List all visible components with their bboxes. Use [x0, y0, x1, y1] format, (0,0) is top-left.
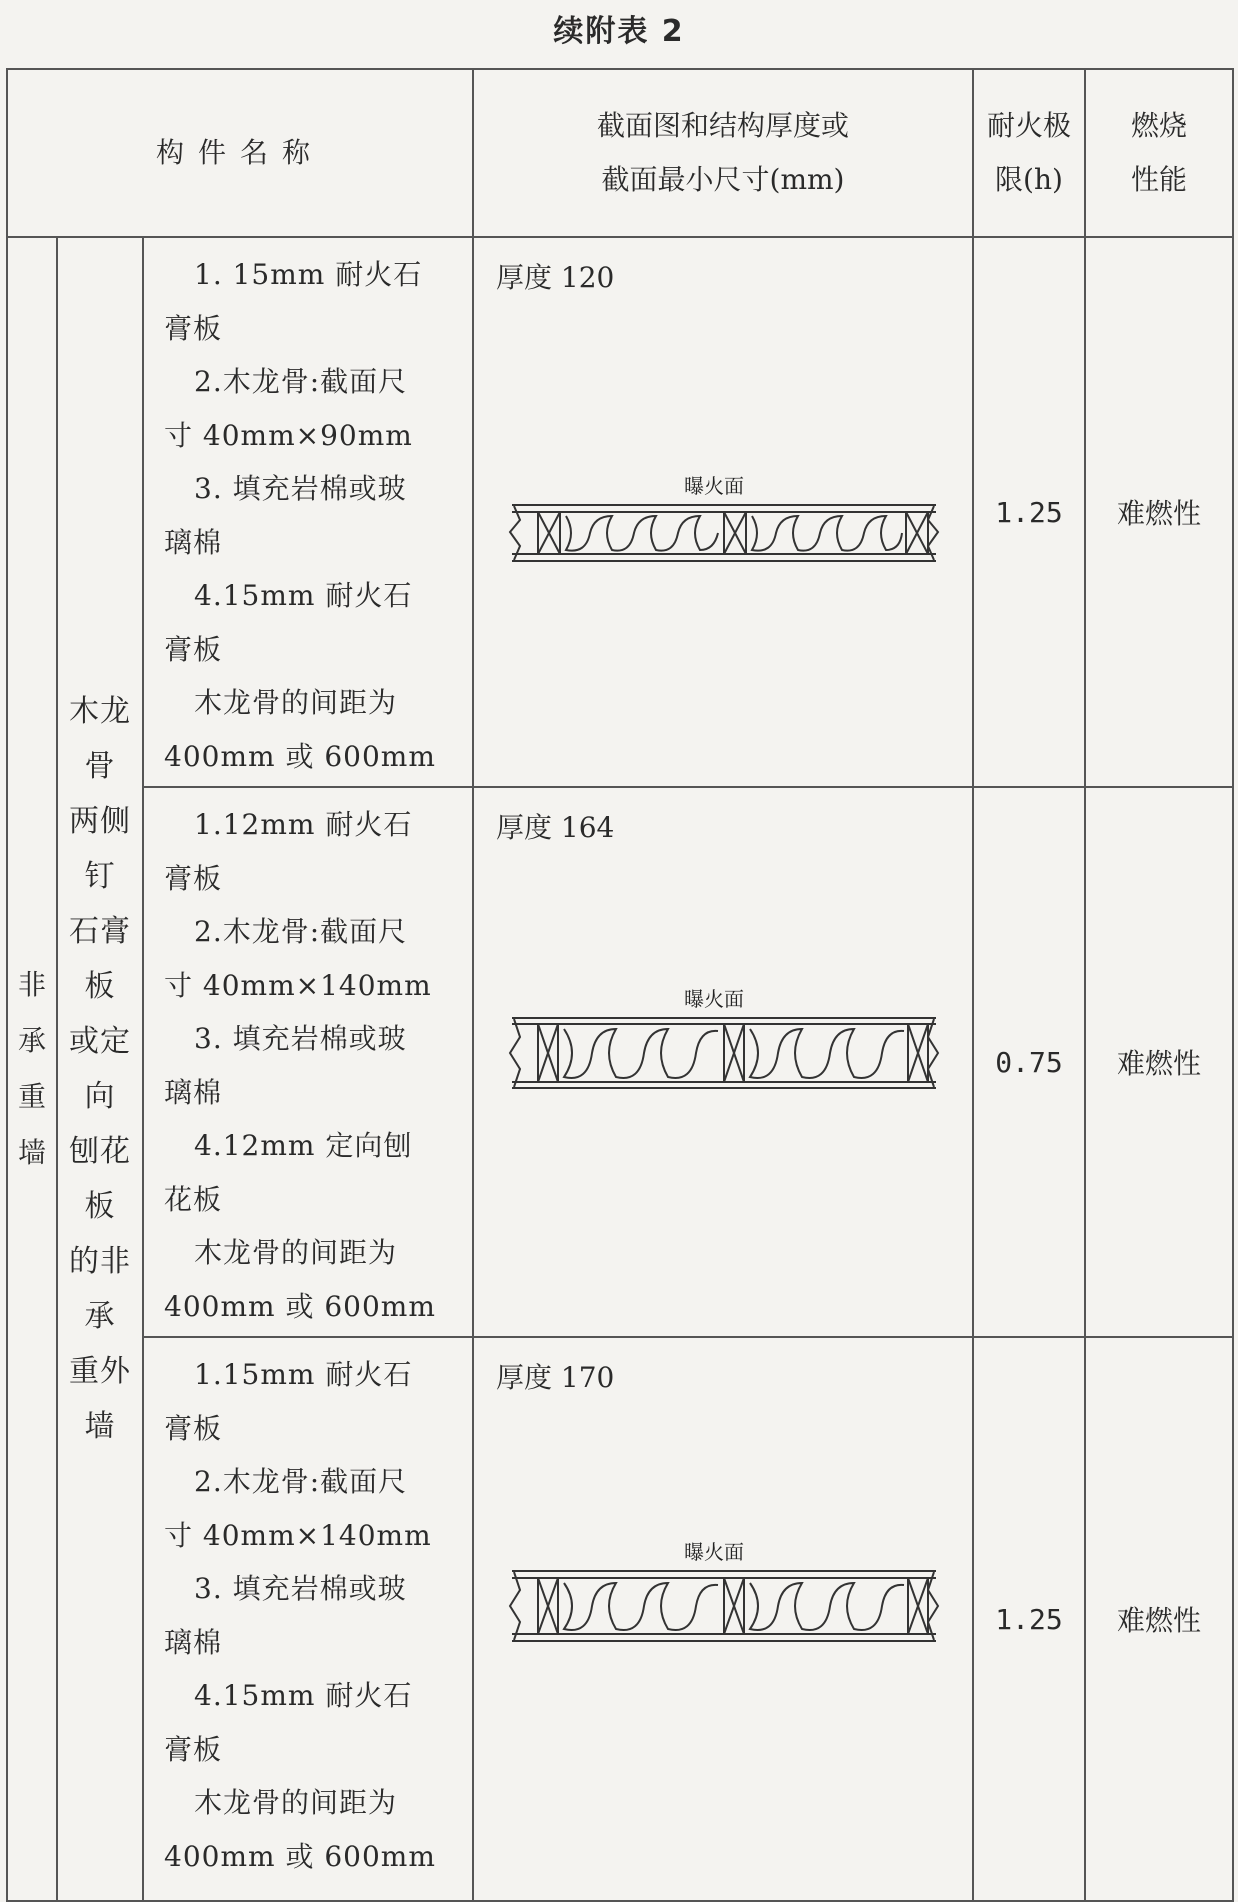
- exposed-face-label: 曝火面: [684, 989, 744, 1011]
- combustibility-rating: 难燃性: [1085, 237, 1233, 787]
- header-row: [7, 69, 1233, 237]
- thickness-label: 厚度 164: [496, 811, 615, 844]
- section-diagram-cell: [473, 237, 973, 787]
- category-wood-stud-exterior-wall: 木龙骨 两侧钉 石膏板 或定向 刨花板 的非承 重外墙: [57, 237, 143, 1901]
- table-row: [7, 1337, 1233, 1901]
- header-component-name: 构件名称: [7, 69, 473, 237]
- section-diagram-cell: [473, 1337, 973, 1901]
- fire-resistance-table: [6, 68, 1234, 1902]
- row-description: 1.15mm 耐火石 膏板 2.木龙骨:截面尺 寸 40mm×140mm 3. 填充岩棉或玻 璃棉 4.15mm 耐火石 膏板 木龙骨的间距为 400mm 或 600mm: [143, 1337, 473, 1901]
- category-non-load-bearing-wall: 非 承 重 墙: [7, 237, 57, 1901]
- exposed-face-label: 曝火面: [684, 1542, 744, 1564]
- section-diagram-cell: [473, 787, 973, 1337]
- fire-resistance-limit: 0.75: [973, 787, 1085, 1337]
- table-title: 续附表 2: [553, 14, 685, 49]
- wall-section-diagram: [504, 983, 944, 1103]
- header-section: 截面图和结构厚度或 截面最小尺寸(mm): [473, 69, 973, 237]
- fire-resistance-limit: 1.25: [973, 1337, 1085, 1901]
- exposed-face-label: 曝火面: [684, 476, 744, 498]
- thickness-label: 厚度 170: [496, 1361, 615, 1394]
- header-combustibility: 燃烧 性能: [1085, 69, 1233, 237]
- wall-section-diagram: [504, 470, 944, 570]
- combustibility-rating: 难燃性: [1085, 1337, 1233, 1901]
- row-description: 1. 15mm 耐火石 膏板 2.木龙骨:截面尺 寸 40mm×90mm 3. 填充岩棉或玻 璃棉 4.15mm 耐火石 膏板 木龙骨的间距为 400mm 或 600mm: [143, 237, 473, 787]
- table-row: [7, 237, 1233, 787]
- combustibility-rating: 难燃性: [1085, 787, 1233, 1337]
- wall-section-diagram: [504, 1536, 944, 1656]
- fire-resistance-limit: 1.25: [973, 237, 1085, 787]
- row-description: 1.12mm 耐火石 膏板 2.木龙骨:截面尺 寸 40mm×140mm 3. 填充岩棉或玻 璃棉 4.12mm 定向刨 花板 木龙骨的间距为 400mm 或 600mm: [143, 787, 473, 1337]
- header-fire-limit: 耐火极 限(h): [973, 69, 1085, 237]
- thickness-label: 厚度 120: [496, 261, 615, 294]
- table-row: [7, 787, 1233, 1337]
